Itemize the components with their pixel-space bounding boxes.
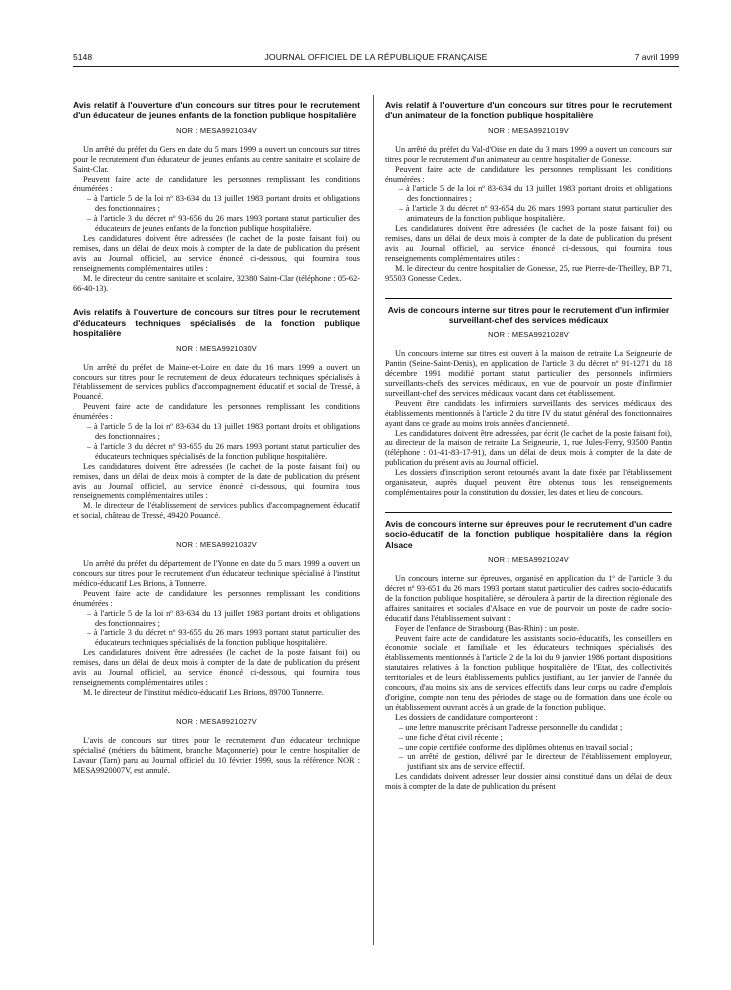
notice-annulation-lavaur — [73, 717, 360, 776]
paragraph: M. le directeur du centre sanitaire et scolaire, 32380 Saint-Clar (téléphone : 05-62-66-40-13). — [73, 273, 360, 293]
list-item: – à l'article 5 de la loi nº 83-634 du 13 juillet 1983 portant droits et obligations des fonctionnaires ; — [87, 194, 360, 214]
left-column — [73, 100, 360, 775]
notice-infirmier-surveillant-chef — [385, 298, 672, 498]
journal-title: JOURNAL OFFICIEL DE LA RÉPUBLIQUE FRANÇAISE — [264, 52, 488, 62]
notice-title: Avis relatifs à l'ouverture de concours sur titres pour le recrutement d'éducateurs techniques spécialisés de la fonction publique hospitalière — [73, 307, 360, 339]
nor-reference: NOR : MESA9921027V — [176, 716, 257, 726]
paragraph: Les candidatures doivent être adressées, par écrit (le cachet de la poste faisant foi), au directeur de la maison de retraite La Seigneurie, 1, rue Jules-Ferry, 93500 Pantin (téléphone : 01-41-83-17-91), dans un délai de deux mois à compter de la date de publication du présent avis au Journal officiel. — [385, 428, 672, 468]
notice-title: Avis de concours interne sur épreuves pour le recrutement d'un cadre socio-éducatif de la fonction publique hospitalière dans la région Alsace — [385, 518, 672, 550]
paragraph: L'avis de concours sur titres pour le recrutement d'un éducateur technique spécialisé (métiers du bâtiment, branche Maçonnerie) pour le centre hospitalier de Lavaur (Tarn) paru au Journal officiel du 10 février 1999, sous la référence NOR : MESA9920007V, est annulé. — [73, 735, 360, 775]
page-header — [73, 52, 679, 66]
paragraph: Les candidatures doivent être adressées (le cachet de la poste faisant foi) ou remises, dans un délai de deux mois à compter de la date de publication du présent avis au Journal officiel, au service énoncé ci-dessous, qui fournira tous renseignements complémentaires utiles : — [73, 233, 360, 273]
paragraph: Les dossiers de candidature comporteront : — [395, 712, 538, 722]
page-number: 5148 — [73, 52, 93, 62]
paragraph: Les candidats doivent adresser leur dossier ainsi constitué dans un délai de deux mois à compter de la date de publication du présent — [385, 772, 672, 792]
paragraph: Les candidatures doivent être adressées (le cachet de la poste faisant foi) ou remises, dans un délai de deux mois à compter de la date de publication du présent avis au Journal officiel, au service énoncé ci-dessous, qui fournira tous renseignements complémentaires utiles : — [73, 461, 360, 501]
nor-reference: NOR : MESA9921024V — [488, 555, 569, 565]
paragraph: Peuvent faire acte de candidature les personnes remplissant les conditions énumérées : — [73, 588, 360, 608]
paragraph: Peuvent être candidats les infirmiers surveillants des services médicaux des établissements mentionnés à l'article 2 du titre IV du statut général des fonctionnaires ayant dans ce grade au moins trois années d'ancienneté. — [385, 398, 672, 428]
list-item: – à l'article 5 de la loi nº 83-634 du 13 juillet 1983 portant droits et obligations des fonctionnaires ; — [87, 608, 360, 628]
paragraph: Un arrêté du préfet de Maine-et-Loire en date du 16 mars 1999 a ouvert un concours sur titres pour le recrutement de deux éducateurs techniques spécialisés à l'établissement de services publics d'accompagnement éducatif et social de Tressé, à Pouancé. — [73, 362, 360, 402]
nor-reference: NOR : MESA9921019V — [488, 125, 569, 135]
notice-yonne — [73, 540, 360, 698]
paragraph: M. le directeur de l'établissement de services publics d'accompagnement éducatif et social, château de Tressé, 49420 Pouancé. — [73, 501, 360, 521]
nor-reference: NOR : MESA9921034V — [176, 125, 257, 135]
list-item: – à l'article 3 du décret nº 93-654 du 26 mars 1993 portant statut particulier des animateurs de la fonction publique hospitalière. — [399, 204, 672, 224]
list-item: – à l'article 3 du décret nº 93-655 du 26 mars 1993 portant statut particulier des éducateurs techniques spécialisés de la fonction publique hospitalière. — [87, 441, 360, 461]
list-item: – à l'article 5 de la loi nº 83-634 du 13 juillet 1983 portant droits et obligations des fonctionnaires ; — [399, 184, 672, 204]
notice-title: Avis relatif à l'ouverture d'un concours sur titres pour le recrutement d'un animateur de la fonction publique hospitalière — [385, 100, 672, 121]
paragraph: Un concours interne sur épreuves, organisé en application du 1º de l'article 3 du décret nº 93-651 du 26 mars 1993 portant statut particulier des cadres socio-éducatifs de la fonction publique hospitalière, se déroulera à partir de la direction régionale des affaires sanitaires et sociales d'Alsace en vue de pourvoir un poste de cadre socio-éducatif dans l'établissement suivant : — [385, 574, 672, 623]
notice-cadre-socio-educatif — [385, 512, 672, 792]
notice-title: Avis relatif à l'ouverture d'un concours sur titres pour le recrutement d'un éducateur de jeunes enfants de la fonction publique hospitalière — [73, 100, 360, 121]
nor-reference: NOR : MESA9921032V — [176, 540, 257, 550]
paragraph: Un arrêté du préfet du département de l'Yonne en date du 5 mars 1999 a ouvert un concours sur titres pour le recrutement d'un éducateur technique spécialisé à l'institut médico-éducatif Les Brions, à Tonnerre. — [73, 559, 360, 588]
paragraph: Peuvent faire acte de candidature les assistants socio-éducatifs, les conseillers en économie sociale et familiale et les éducateurs techniques spécialisés des établissements mentionnés à l'article 2 de la loi du 9 janvier 1986 portant dispositions statutaires relatives à la fonction publique hospitalière de l'Etat, des collectivités territoriales et de leurs établissements publics justifiant, au 1er janvier de l'année du concours, d'au moins six ans de services effectifs dans leur corps ou cadre d'emplois d'origine, compte non tenu des périodes de stage ou de formation dans une école ou un établissement ouvrant accès à un grade de la fonction publique. — [385, 633, 672, 712]
paragraph: Peuvent faire acte de candidature les personnes remplissant les conditions énumérées : — [73, 174, 360, 194]
paragraph: Les candidatures doivent être adressées (le cachet de la poste faisant foi) ou remises, dans un délai de deux mois à compter de la date de publication du présent avis au Journal officiel, au service énoncé ci-dessous, qui fournira tous renseignements complémentaires utiles : — [73, 648, 360, 687]
list-item: – une lettre manuscrite précisant l'adresse personnelle du candidat ; — [399, 722, 623, 732]
paragraph: Foyer de l'enfance de Strasbourg (Bas-Rhin) : un poste. — [395, 623, 580, 633]
paragraph: Les candidatures doivent être adressées (le cachet de la poste faisant foi) ou remises, dans un délai de deux mois à compter de la date de publication du présent avis au Journal officiel, au service énoncé ci-dessous, qui fournira tous renseignements complémentaires utiles : — [385, 224, 672, 263]
header-rule — [73, 66, 679, 67]
notice-animateur — [385, 100, 672, 284]
column-divider — [373, 95, 374, 945]
list-item: – à l'article 5 de la loi nº 83-634 du 13 juillet 1983 portant droits et obligations des fonctionnaires ; — [87, 422, 360, 441]
paragraph: Peuvent faire acte de candidature les personnes remplissant les conditions énumérées : — [385, 164, 672, 184]
notice-educateurs-techniques — [73, 307, 360, 521]
paragraph: M. le directeur du centre hospitalier de Gonesse, 25, rue Pierre-de-Theilley, BP 71, 95503 Gonesse Cedex. — [385, 263, 672, 283]
list-item: – une fiche d'état civil récente ; — [399, 732, 503, 742]
list-item: – à l'article 3 du décret nº 93-656 du 26 mars 1993 portant statut particulier des éducateurs de jeunes enfants de la fonction publique hospitalière. — [87, 214, 360, 234]
list-item: – un arrêté de gestion, délivré par le directeur de l'établissement employeur, justifiant six ans de service effectif. — [399, 752, 672, 772]
paragraph: Les dossiers d'inscription seront retournés avant la date fixée par l'établissement organisateur, auprès duquel peuvent être obtenus tous les renseignements complémentaires pour la constitution du dossier, les dates et lieu de concours. — [385, 468, 672, 497]
notice-educateur-jeunes-enfants — [73, 100, 360, 293]
nor-reference: NOR : MESA9921030V — [176, 343, 257, 353]
nor-reference: NOR : MESA9921028V — [488, 330, 569, 340]
list-item: – une copie certifiée conforme des diplômes obtenus en travail social ; — [399, 742, 633, 752]
paragraph: Un arrêté du préfet du Gers en date du 5 mars 1999 a ouvert un concours sur titres pour le recrutement d'un éducateur de jeunes enfants au centre sanitaire et scolaire de Saint-Clar. — [73, 144, 360, 174]
notice-title: Avis de concours interne sur titres pour le recrutement d'un infirmier surveillant-chef des services médicaux — [387, 304, 670, 325]
issue-date: 7 avril 1999 — [634, 52, 679, 62]
paragraph: Un concours interne sur titres est ouvert à la maison de retraite La Seigneurie de Pantin (Seine-Saint-Denis), en application de l'article 3 du décret nº 91-1271 du 18 décembre 1991 modifié portant statut particulier des personnels infirmiers surveillants-chefs des services médicaux, en vue de pourvoir un poste d'infirmier surveillant-chef des services médicaux vacant dans cet établissement. — [385, 349, 672, 398]
paragraph: Un arrêté du préfet du Val-d'Oise en date du 3 mars 1999 a ouvert un concours sur titres pour le recrutement d'un animateur au centre hospitalier de Gonesse. — [385, 144, 672, 164]
paragraph: M. le directeur de l'institut médico-éducatif Les Brions, 89700 Tonnerre. — [83, 687, 324, 697]
paragraph: Peuvent faire acte de candidature les personnes remplissant les conditions énumérées : — [73, 402, 360, 422]
list-item: – à l'article 3 du décret nº 93-655 du 26 mars 1993 portant statut particulier des éducateurs techniques spécialisés de la fonction publique hospitalière. — [87, 628, 360, 648]
right-column — [385, 100, 672, 792]
